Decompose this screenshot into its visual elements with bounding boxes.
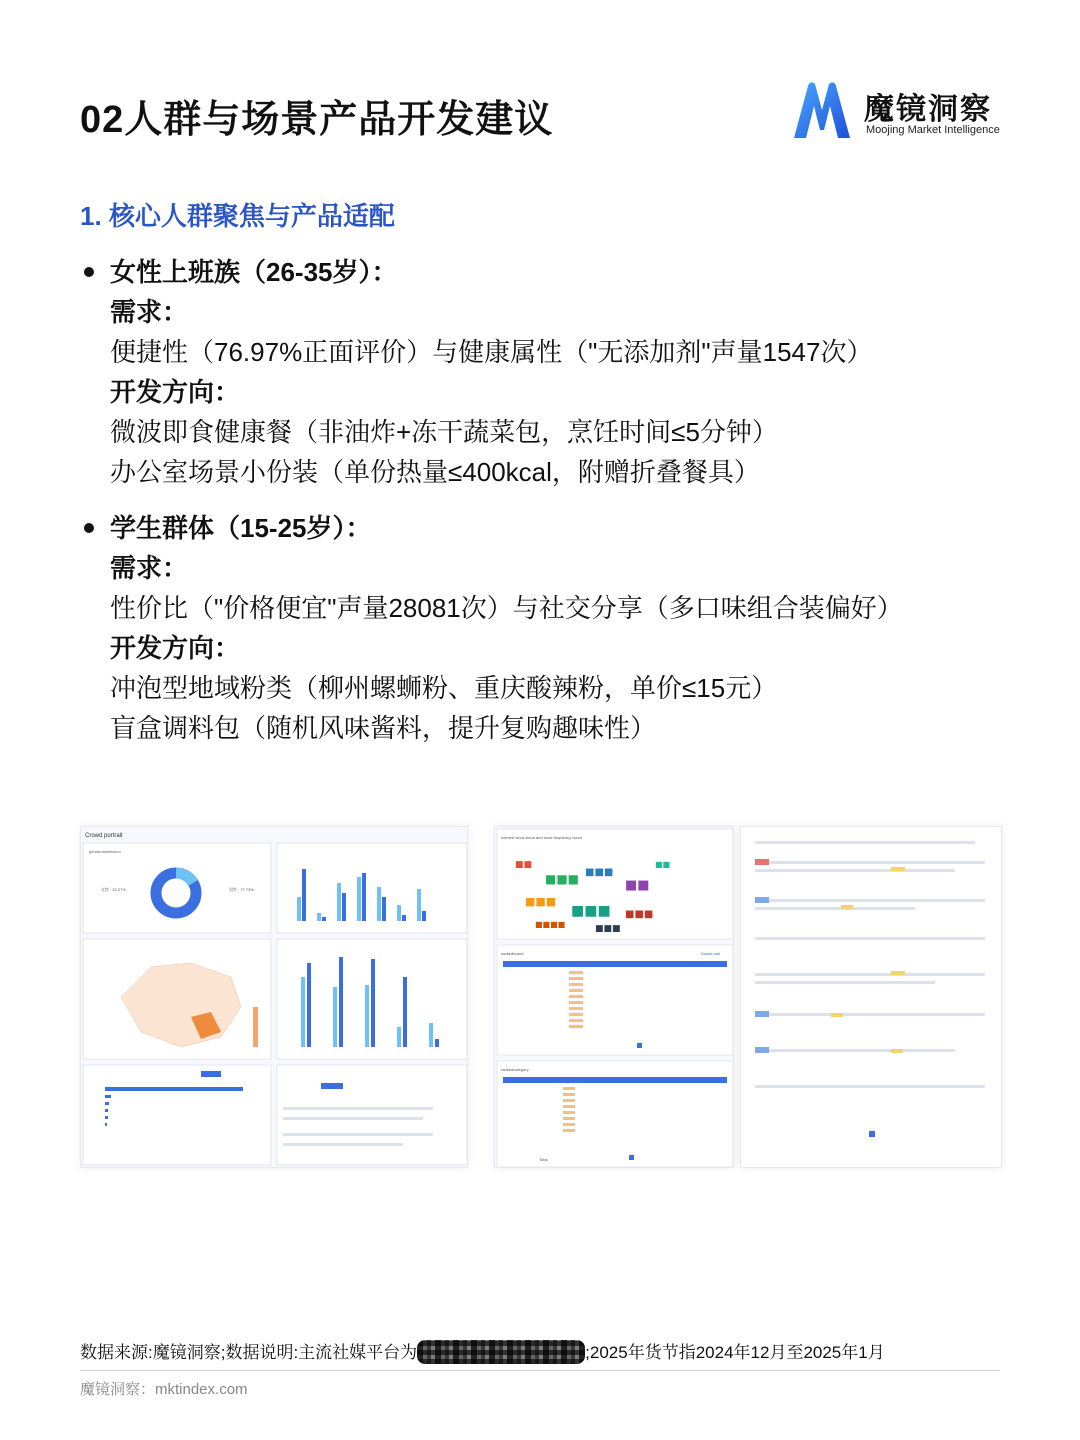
total-label: Total bbox=[539, 1157, 548, 1162]
svg-text:■■■: ■■■ bbox=[525, 895, 557, 908]
dev-label: 开发方向： bbox=[110, 377, 241, 407]
source-prefix: 数据来源:魔镜洞察;数据说明:主流社媒平台为 bbox=[80, 1343, 418, 1362]
need-label: 需求： bbox=[110, 553, 189, 583]
dev-item: 微波即食健康餐（非油炸+冻干蔬菜包，烹饪时间≤5分钟） bbox=[110, 417, 778, 447]
brand-table-label: rankedbrand bbox=[501, 951, 524, 956]
svg-text:■■■: ■■■ bbox=[595, 924, 621, 934]
dev-item: 办公室场景小份装（单份热量≤400kcal，附赠折叠餐具） bbox=[110, 457, 760, 487]
category-table-label: rankedcategory bbox=[501, 1067, 529, 1072]
source-suffix: ;2025年货节指2024年12月至2025年1月 bbox=[585, 1343, 885, 1362]
word-cloud-label: Interest word cloud and word frequency count bbox=[501, 835, 582, 840]
logo-english-name: Moojing Market Intelligence bbox=[866, 124, 1000, 136]
persona-title: 女性上班族（26-35岁）： bbox=[110, 257, 398, 287]
dev-label: 开发方向： bbox=[110, 633, 241, 663]
need-text: 性价比（"价格便宜"声量28081次）与社交分享（多口味组合装偏好） bbox=[110, 593, 903, 623]
female-pct: 女性 : 22.27% bbox=[101, 887, 126, 892]
svg-text:■■■■: ■■■■ bbox=[535, 920, 566, 929]
bullet-dot bbox=[84, 267, 94, 277]
redacted-mosaic bbox=[417, 1340, 585, 1364]
svg-text:■■: ■■ bbox=[655, 860, 671, 869]
dev-item: 盲盒调料包（随机风味酱料，提升复购趣味性） bbox=[110, 713, 657, 743]
word-cloud-image bbox=[495, 827, 734, 1168]
brand-logo bbox=[790, 80, 1020, 142]
data-source-note bbox=[80, 1338, 885, 1364]
post-list-image bbox=[741, 827, 1002, 1168]
svg-text:■■: ■■ bbox=[625, 878, 650, 893]
crowd-portrait-screenshot bbox=[80, 826, 468, 1168]
svg-text:■■■: ■■■ bbox=[571, 903, 611, 919]
svg-text:■■■: ■■■ bbox=[545, 872, 580, 886]
section-heading: 1. 核心人群聚焦与产品适配 bbox=[80, 201, 395, 231]
logo-chinese-name: 魔镜洞察 bbox=[864, 93, 992, 126]
post-list-screenshot bbox=[740, 826, 1002, 1168]
persona-group-office-women bbox=[80, 252, 1020, 492]
dev-item: 冲泡型地域粉类（柳州螺蛳粉、重庆酸辣粉，单价≤15元） bbox=[110, 673, 778, 703]
need-text: 便捷性（76.97%正面评价）与健康属性（"无添加剂"声量1547次） bbox=[110, 337, 873, 367]
crowd-portrait-label: Crowd portrait bbox=[85, 833, 123, 839]
gender-label: genderdistribution bbox=[89, 849, 121, 854]
moojing-logo-icon bbox=[790, 80, 854, 142]
male-pct: 男性 : 77.73% bbox=[229, 887, 254, 892]
crowd-portrait-image bbox=[81, 827, 468, 1168]
persona-group-students bbox=[80, 508, 1020, 748]
bullet-dot bbox=[84, 523, 94, 533]
page-title: 02人群与场景产品开发建议 bbox=[80, 99, 554, 141]
svg-text:■■■: ■■■ bbox=[625, 909, 654, 920]
need-label: 需求： bbox=[110, 297, 189, 327]
word-cloud-ranking-screenshot bbox=[494, 826, 734, 1168]
persona-title: 学生群体（15-25岁）： bbox=[110, 513, 372, 543]
footer-divider bbox=[80, 1370, 1000, 1371]
svg-text:■■■: ■■■ bbox=[585, 867, 614, 878]
download-link: DownLoad bbox=[701, 951, 721, 956]
footer-site: 魔镜洞察：mktindex.com bbox=[80, 1381, 248, 1398]
svg-text:■■: ■■ bbox=[515, 860, 533, 870]
